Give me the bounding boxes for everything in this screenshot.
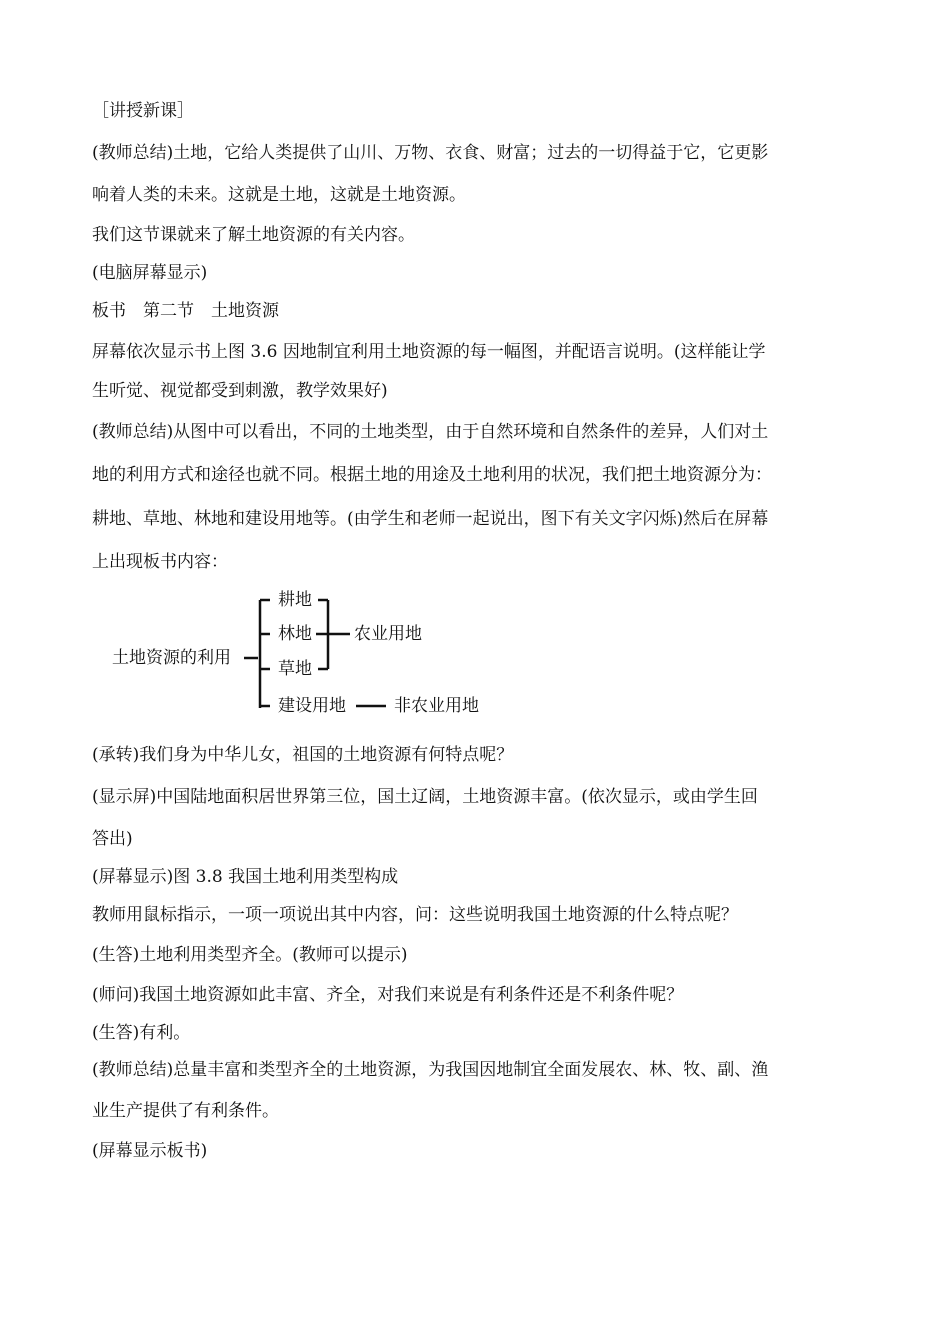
text-line: (承转)我们身为中华儿女，祖国的土地资源有何特点呢？ [92, 745, 514, 765]
diagram-group-agricultural: 农业用地 [354, 624, 422, 644]
board-title: 板书 第二节 土地资源 [92, 301, 279, 321]
text-line: 我们这节课就来了解土地资源的有关内容。 [92, 225, 415, 245]
text-line: (师问)我国土地资源如此丰富、齐全，对我们来说是有利条件还是不利条件呢？ [92, 985, 684, 1005]
text-line: (显示屏)中国陆地面积居世界第三位，国土辽阔，土地资源丰富。(依次显示，或由学生回 [92, 787, 758, 807]
text-line: 耕地、草地、林地和建设用地等。(由学生和老师一起说出，图下有关文字闪烁)然后在屏幕 [92, 509, 769, 529]
text-line: 地的利用方式和途径也就不同。根据土地的用途及土地利用的状况，我们把土地资源分为： [92, 465, 772, 485]
diagram-root-label: 土地资源的利用 [112, 648, 231, 668]
section-heading: ［讲授新课］ [92, 101, 194, 121]
text-line: 生听觉、视觉都受到刺激，教学效果好) [92, 381, 388, 401]
diagram-item-grassland: 草地 [278, 659, 312, 679]
text-line: (教师总结)总量丰富和类型齐全的土地资源，为我国因地制宜全面发展农、林、牧、副、渔 [92, 1060, 769, 1080]
text-line: (生答)有利。 [92, 1023, 191, 1043]
text-line: (屏幕显示板书) [92, 1141, 208, 1161]
diagram-group-nonagricultural: 非农业用地 [394, 696, 479, 716]
text-line: 教师用鼠标指示，一项一项说出其中内容，问：这些说明我国土地资源的什么特点呢？ [92, 905, 738, 925]
text-line: (生答)土地利用类型齐全。(教师可以提示) [92, 945, 408, 965]
text-line: 屏幕依次显示书上图 3.6 因地制宜利用土地资源的每一幅图，并配语言说明。(这样能让学 [92, 342, 766, 362]
text-line: 业生产提供了有利条件。 [92, 1101, 279, 1121]
text-line: (屏幕显示)图 3.8 我国土地利用类型构成 [92, 867, 399, 887]
text-line: 答出) [92, 829, 133, 849]
text-line: (教师总结)从图中可以看出，不同的土地类型，由于自然环境和自然条件的差异，人们对土 [92, 422, 769, 442]
diagram-item-forest: 林地 [278, 624, 312, 644]
text-line: 上出现板书内容： [92, 552, 228, 572]
land-use-diagram [92, 586, 512, 720]
diagram-item-cultivated: 耕地 [278, 590, 312, 610]
text-line: 响着人类的未来。这就是土地，这就是土地资源。 [92, 185, 466, 205]
diagram-item-construction: 建设用地 [278, 696, 346, 716]
text-line: (教师总结)土地，它给人类提供了山川、万物、衣食、财富；过去的一切得益于它，它更影 [92, 143, 769, 163]
text-line: (电脑屏幕显示) [92, 263, 208, 283]
